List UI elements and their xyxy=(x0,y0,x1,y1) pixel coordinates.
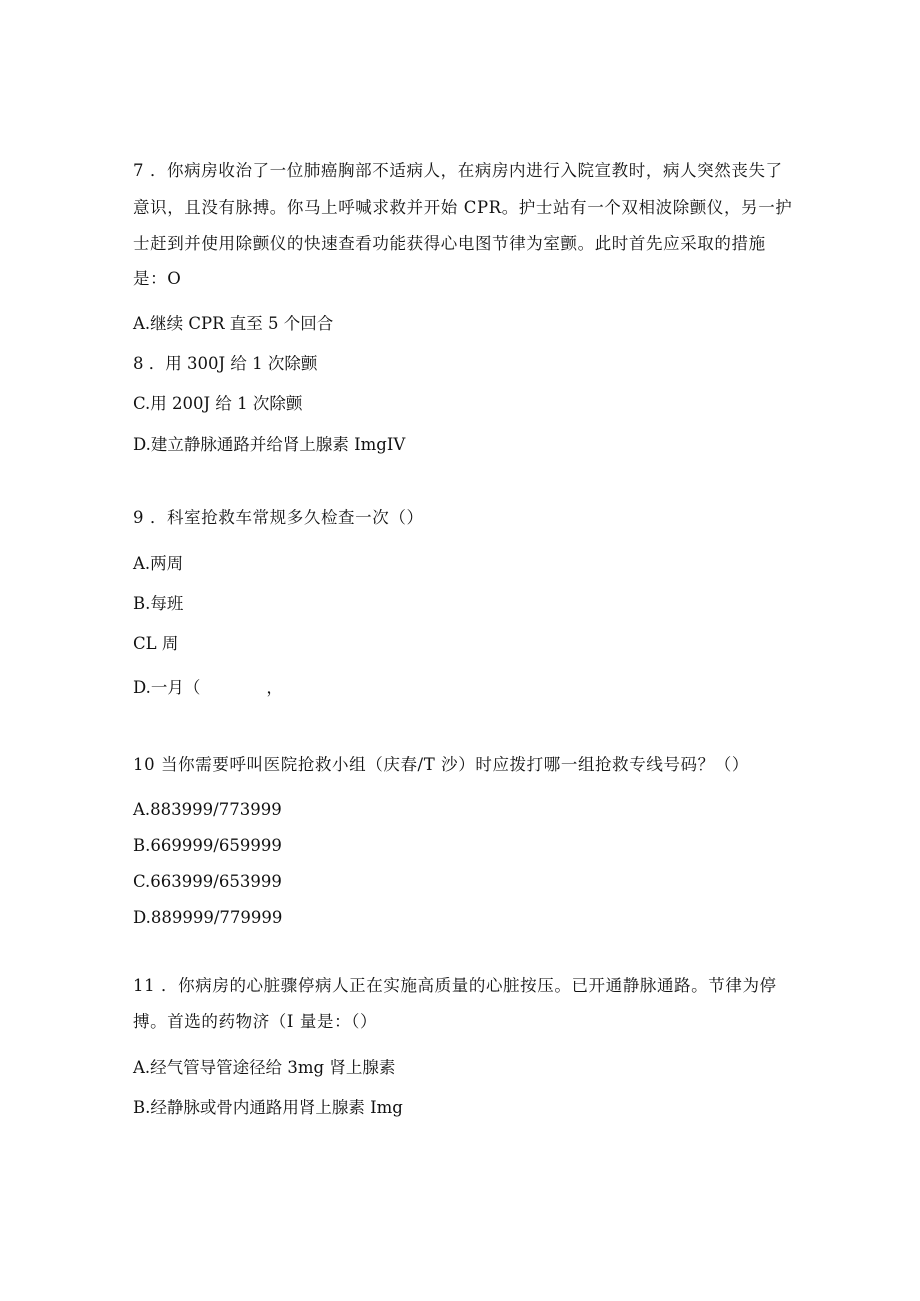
question-9-option-a: A.两周 xyxy=(133,554,184,573)
question-7-line-2: 意识，且没有脉搏。你马上呼喊求救并开始 CPR。护士站有一个双相波除颤仪，另一护 xyxy=(133,198,793,217)
question-10-option-a: A.883999/773999 xyxy=(133,800,282,819)
question-11-option-a: A.经气管导管途径给 3mg 肾上腺素 xyxy=(133,1058,396,1077)
question-10-option-d: D.889999/779999 xyxy=(133,908,283,927)
question-7-option-d: D.建立静脉通路并给肾上腺素 ImgIV xyxy=(133,435,406,454)
question-7-option-a: A.继续 CPR 直至 5 个回合 xyxy=(133,314,334,333)
question-11-line-1: 11 ．你病房的心脏骤停病人正在实施高质量的心脏按压。已开通静脉通路。节律为停 xyxy=(133,976,777,995)
question-7-line-1: 7 ．你病房收治了一位肺癌胸部不适病人，在病房内进行入院宣教时，病人突然丧失了 xyxy=(133,161,783,180)
question-9-option-d: D.一月（ ， xyxy=(133,678,283,697)
question-10-option-c: C.663999/653999 xyxy=(133,872,282,891)
question-7-option-b: 8 ．用 300J 给 1 次除颤 xyxy=(133,354,318,373)
question-11-line-2: 搏。首选的药物济（I 量是：（） xyxy=(133,1012,378,1031)
question-10-stem: 10 当你需要呼叫医院抢救小组（庆春/T 沙）时应拨打哪一组抢救专线号码？（） xyxy=(133,755,749,774)
question-9-stem: 9 ．科室抢救车常规多久检查一次（） xyxy=(133,508,424,527)
question-9-option-b: B.每班 xyxy=(133,594,184,613)
question-7-line-3: 士赶到并使用除颤仪的快速查看功能获得心电图节律为室颤。此时首先应采取的措施 xyxy=(133,234,766,253)
question-10-option-b: B.669999/659999 xyxy=(133,836,282,855)
question-7-line-4: 是：O xyxy=(133,269,182,288)
question-7-option-c: C.用 200J 给 1 次除颤 xyxy=(133,394,303,413)
question-9-option-c: CL 周 xyxy=(133,634,179,653)
question-11-option-b: B.经静脉或骨内通路用肾上腺素 Img xyxy=(133,1098,403,1117)
